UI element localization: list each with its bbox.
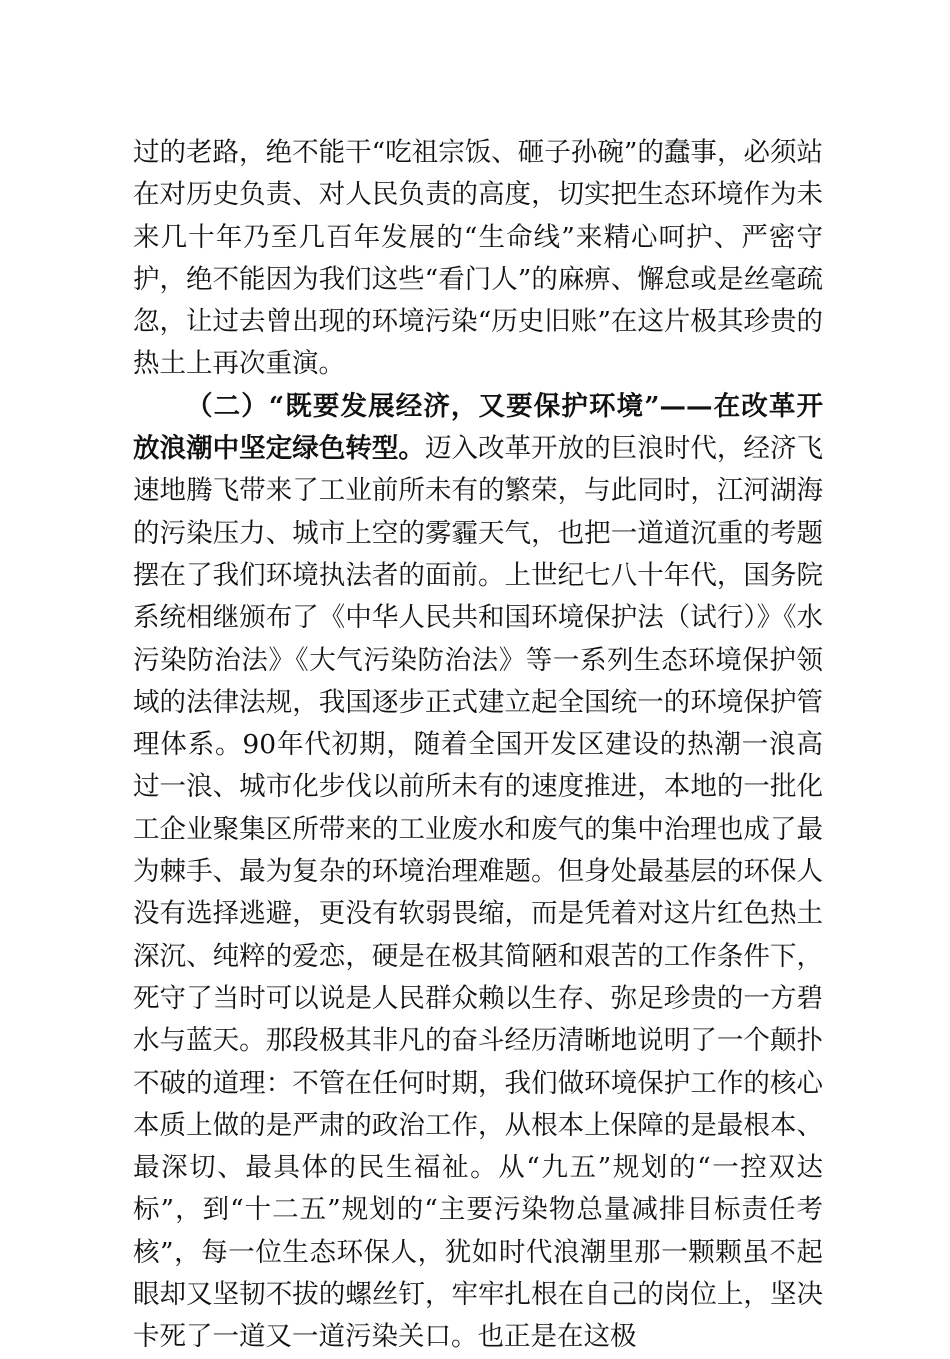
paragraph-section-two <box>133 386 823 1359</box>
document-body <box>133 132 823 1359</box>
section-heading: （二）“既要发展经济，又要保护环境”——在改革开放浪潮中坚定绿色转型。 <box>133 390 823 465</box>
paragraph-continued: 过的老路，绝不能干“吃祖宗饭、砸子孙碗”的蠢事，必须站在对历史负责、对人民负责的高度，切实把生态环境作为未来几十年乃至几百年发展的“生命线”来精心呵护、严密守护，绝不能因为我们这些“看门人”的麻痹、懈怠或是丝毫疏忽，让过去曾出现的环境污染“历史旧账”在这片极其珍贵的热土上再次重演。 <box>133 137 823 380</box>
section-body-text: 迈入改革开放的巨浪时代，经济飞速地腾飞带来了工业前所未有的繁荣，与此同时，江河湖海的污染压力、城市上空的雾霾天气，也把一道道沉重的考题摆在了我们环境执法者的面前。上世纪七八十年代，国务院系统相继颁布了《中华人民共和国环境保护法（试行）》《水污染防治法》《大气污染防治法》等一系列生态环境保护领域的法律法规，我国逐步正式建立起全国统一的环境保护管理体系。90年代初期，随着全国开发区建设的热潮一浪高过一浪、城市化步伐以前所未有的速度推进，本地的一批化工企业聚集区所带来的工业废水和废气的集中治理也成了最为棘手、最为复杂的环境治理难题。但身处最基层的环保人没有选择逃避，更没有软弱畏缩，而是凭着对这片红色热土深沉、纯粹的爱恋，硬是在极其简陋和艰苦的工作条件下，死守了当时可以说是人民群众赖以生存、弥足珍贵的一方碧水与蓝天。那段极其非凡的奋斗经历清晰地说明了一个颠扑不破的道理：不管在任何时期，我们做环境保护工作的核心本质上做的是严肃的政治工作，从根本上保障的是最根本、最深切、最具体的民生福祉。从“九五”规划的“一控双达标”，到“十二五”规划的“主要污染物总量减排目标责任考核”，每一位生态环保人，犹如时代浪潮里那一颗颗虽不起眼却又坚韧不拔的螺丝钉，牢牢扎根在自己的岗位上，坚决卡死了一道又一道污染关口。也正是在这极 <box>133 433 824 1353</box>
